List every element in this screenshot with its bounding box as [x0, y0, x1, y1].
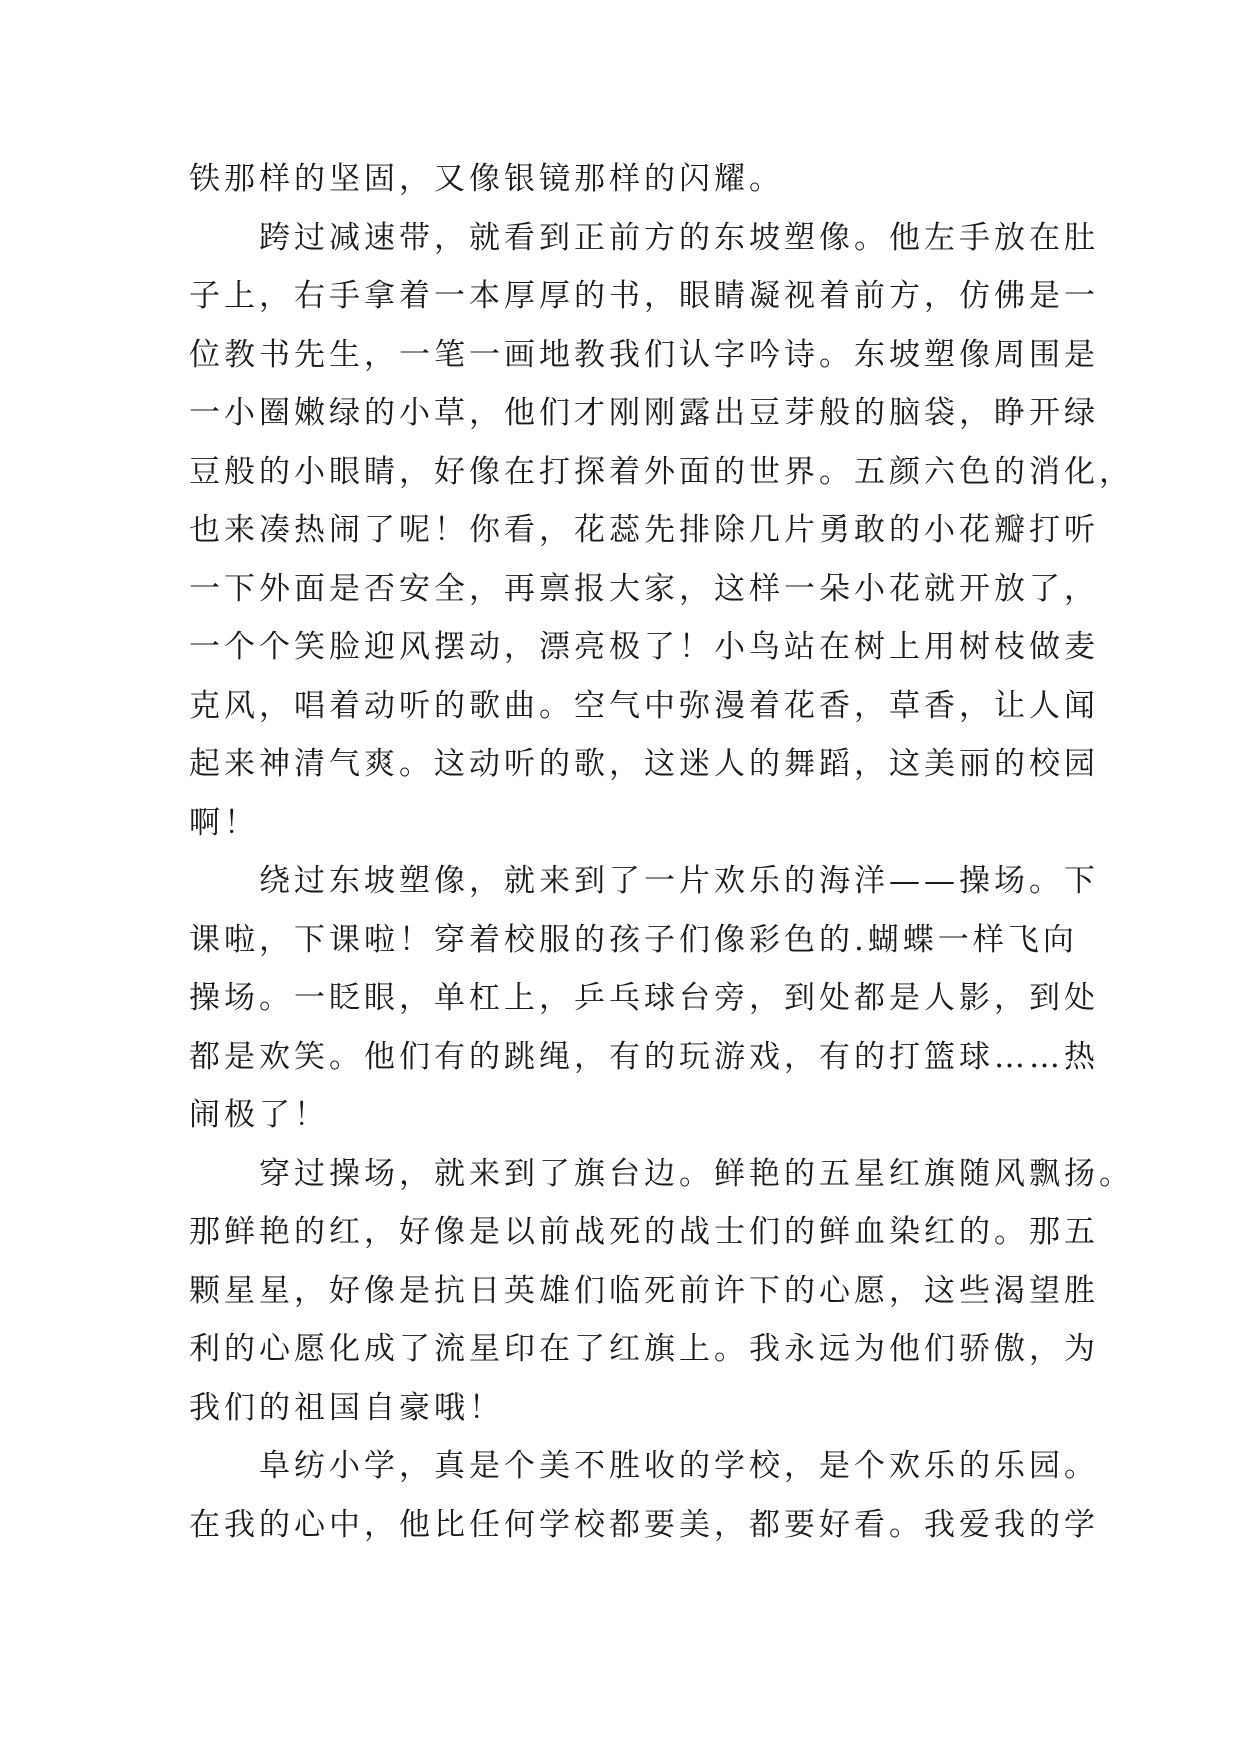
body-text — [189, 150, 1134, 1554]
text-line: 绕过东坡塑像，就来到了一片欢乐的海洋——操场。下 — [189, 863, 1099, 899]
text-line: 一小圈嫩绿的小草，他们才刚刚露出豆芽般的脑袋，睁开绿 — [189, 395, 1099, 431]
text-line: 阜纺小学，真是个美不胜收的学校，是个欢乐的乐园。 — [189, 1448, 1099, 1484]
text-line: 利的心愿化成了流星印在了红旗上。我永远为他们骄傲，为 — [189, 1331, 1099, 1367]
text-line: 操场。一眨眼，单杠上，乒乓球台旁，到处都是人影，到处 — [189, 980, 1099, 1016]
text-line: 我们的祖国自豪哦！ — [189, 1389, 504, 1426]
text-line: 啊！ — [189, 804, 259, 841]
text-line: 颗星星，好像是抗日英雄们临死前许下的心愿，这些渴望胜 — [189, 1272, 1099, 1309]
text-line: 那鲜艳的红，好像是以前战死的战士们的鲜血染红的。那五 — [189, 1214, 1099, 1250]
text-line: 一下外面是否安全，再禀报大家，这样一朵小花就开放了， — [189, 570, 1099, 607]
text-line: 子上，右手拿着一本厚厚的书，眼睛凝视着前方，仿佛是一 — [189, 278, 1099, 314]
text-line: 在我的心中，他比任何学校都要美，都要好看。我爱我的学 — [189, 1506, 1099, 1543]
text-line: 位教书先生，一笔一画地教我们认字吟诗。东坡塑像周围是 — [189, 336, 1099, 373]
text-line: 起来神清气爽。这动听的歌，这迷人的舞蹈，这美丽的校园 — [189, 746, 1099, 782]
text-line: 都是欢笑。他们有的跳绳，有的玩游戏，有的打篮球……热 — [189, 1038, 1099, 1075]
text-line: 跨过减速带，就看到正前方的东坡塑像。他左手放在肚 — [189, 219, 1099, 256]
text-line: 课啦，下课啦！穿着校服的孩子们像彩色的.蝴蝶一样飞向 — [189, 921, 1078, 958]
text-line: 也来凑热闹了呢！你看，花蕊先排除几片勇敢的小花瓣打听 — [189, 512, 1099, 548]
text-line: 豆般的小眼睛，好像在打探着外面的世界。五颜六色的消化， — [189, 453, 1134, 490]
text-line: 克风，唱着动听的歌曲。空气中弥漫着花香，草香，让人闻 — [189, 687, 1099, 724]
text-line: 闹极了！ — [189, 1097, 329, 1133]
text-line: 铁那样的坚固，又像银镜那样的闪耀。 — [189, 161, 784, 197]
text-line: 穿过操场，就来到了旗台边。鲜艳的五星红旗随风飘扬。 — [189, 1155, 1134, 1192]
text-line: 一个个笑脸迎风摆动，漂亮极了！小鸟站在树上用树枝做麦 — [189, 629, 1099, 665]
